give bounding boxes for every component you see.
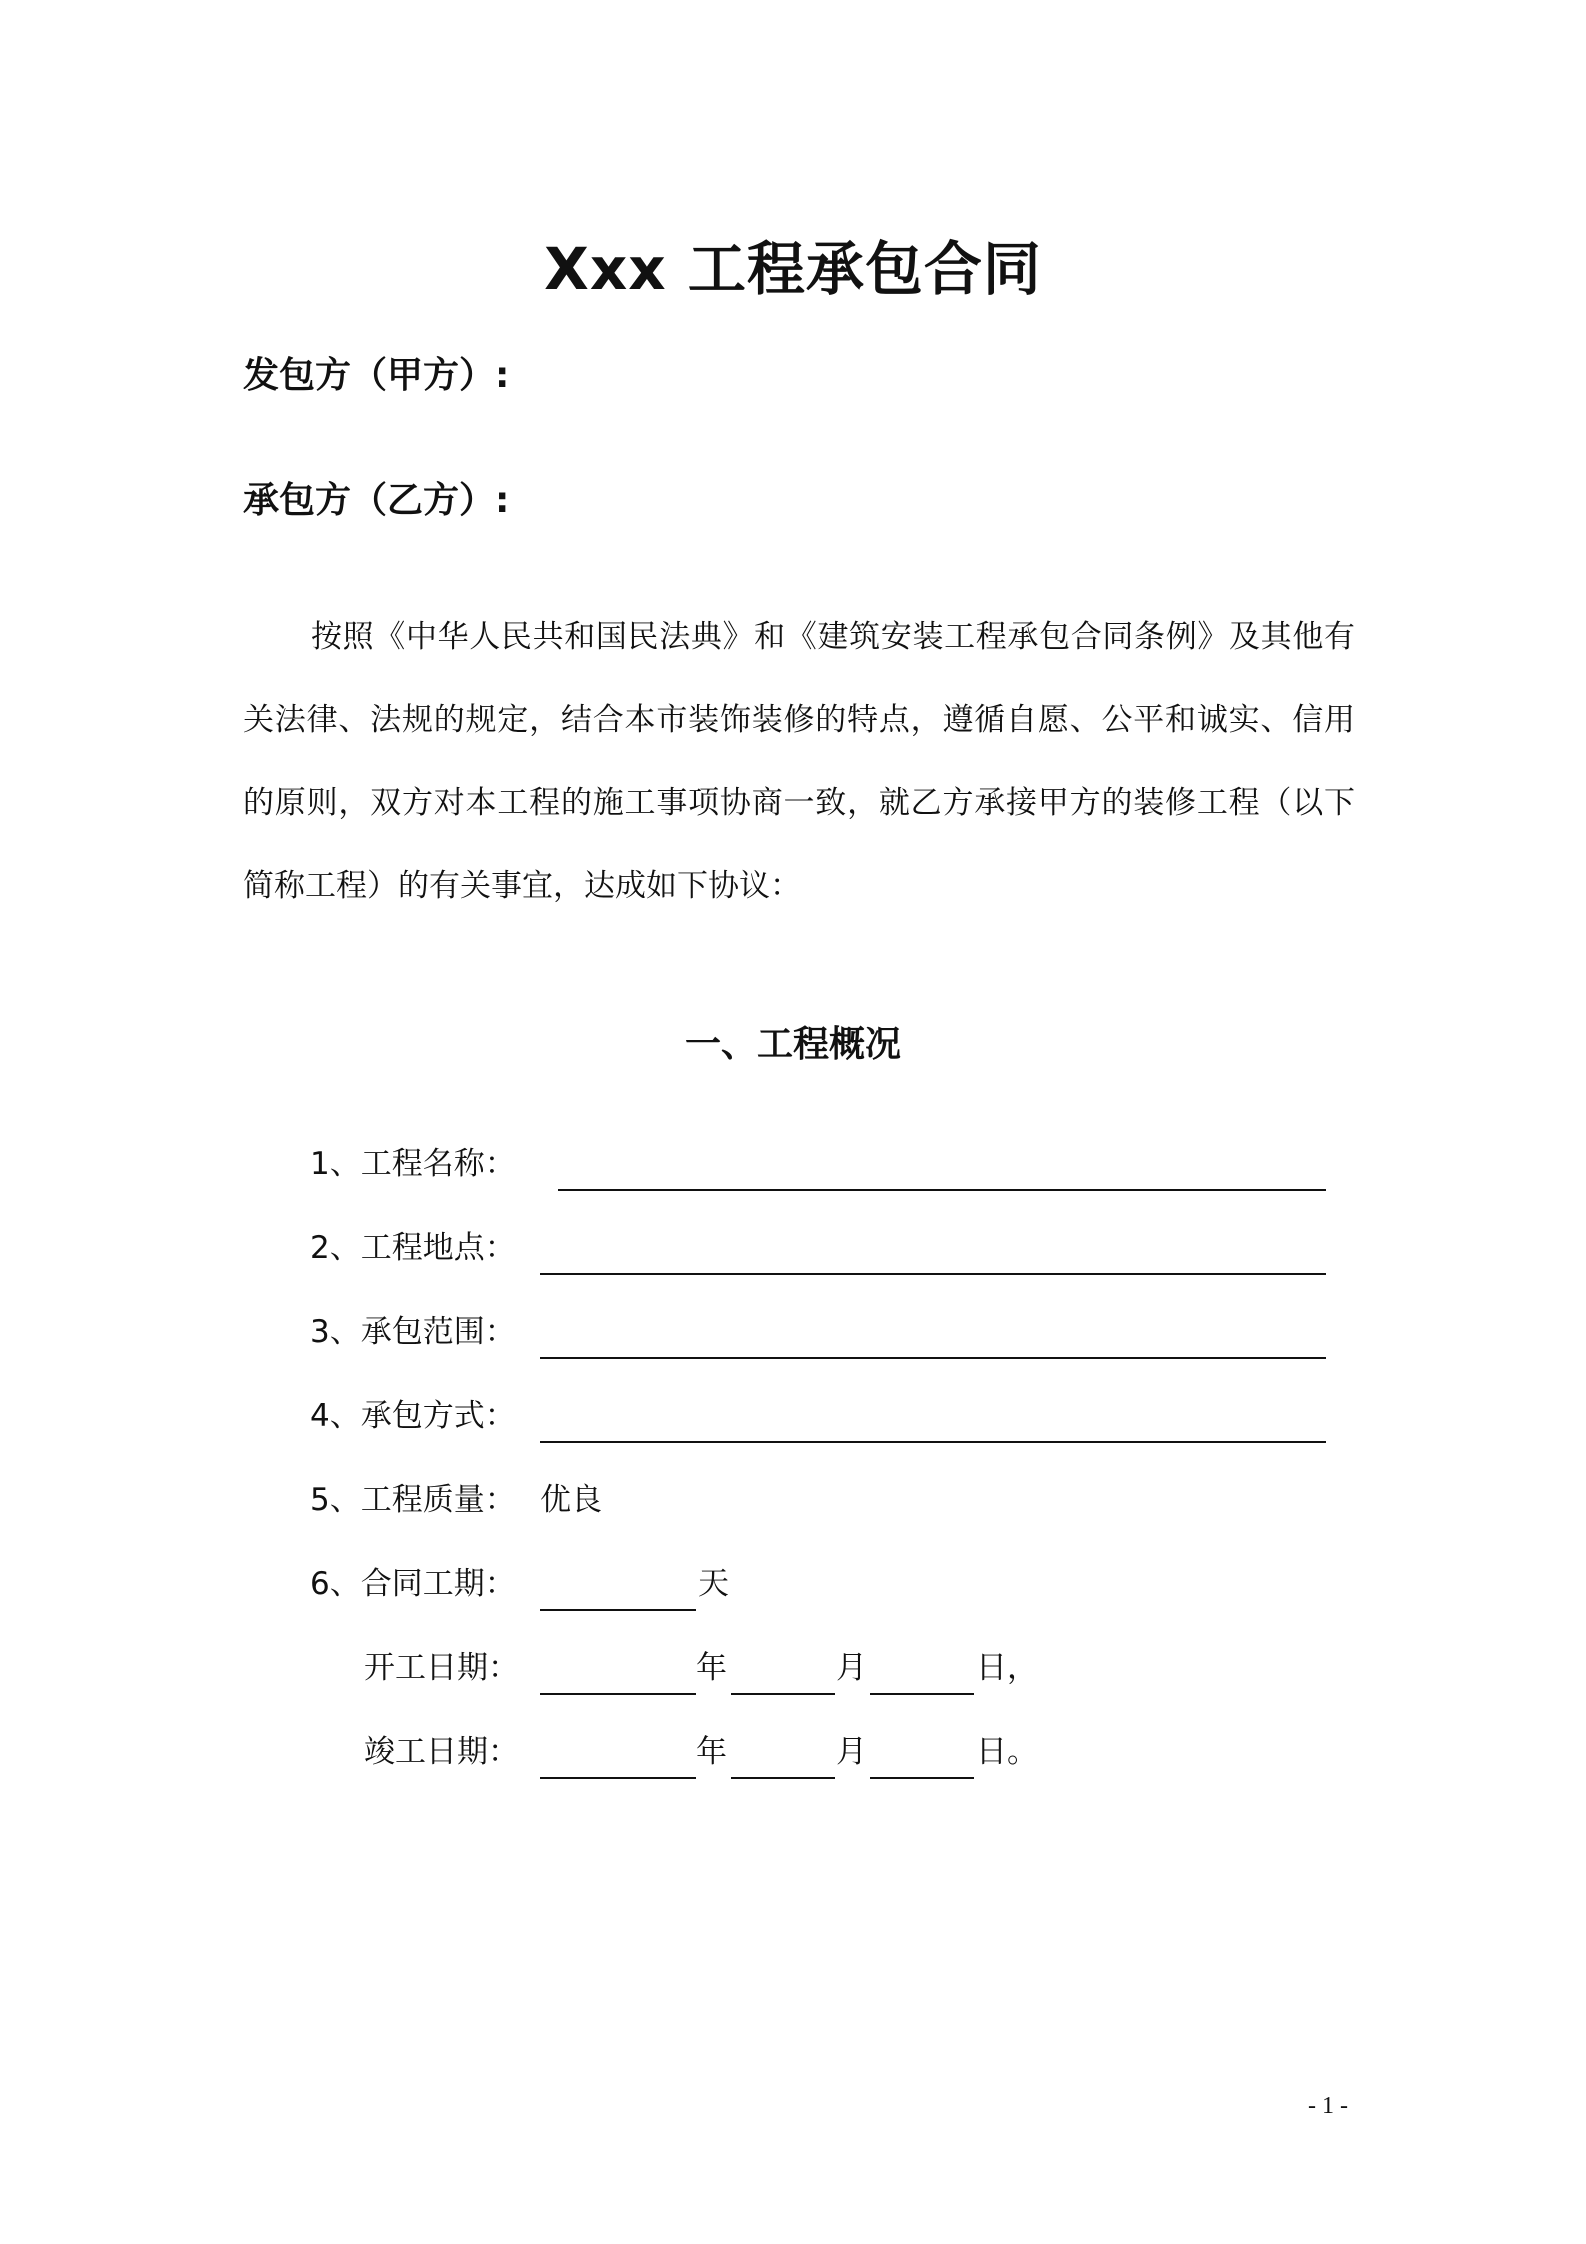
end-year-unit: 年: [696, 1734, 727, 1770]
start-year-unit: 年: [696, 1650, 727, 1686]
document-title: Xxx 工程承包合同: [544, 235, 1042, 303]
end-year-blank: [540, 1777, 696, 1779]
item-label: 6、合同工期：: [310, 1566, 516, 1602]
item-project-quality: [310, 1476, 516, 1524]
page-number: - 1 -: [1308, 2093, 1348, 2119]
item-project-location: [310, 1224, 516, 1272]
item-contract-method: [310, 1392, 516, 1440]
item-label: 4、承包方式：: [310, 1398, 516, 1434]
duration-unit: 天: [698, 1566, 729, 1602]
end-day-blank: [870, 1777, 974, 1779]
end-month-unit: 月: [836, 1734, 867, 1770]
end-date-row: [364, 1728, 519, 1776]
start-date-row: [364, 1644, 519, 1692]
item-contract-scope: [310, 1308, 516, 1356]
end-day-unit: 日。: [976, 1734, 1038, 1770]
item-contract-duration: [310, 1560, 516, 1608]
start-date-label: 开工日期：: [364, 1650, 519, 1686]
project-quality-value: 优良: [540, 1482, 602, 1518]
end-month-blank: [731, 1777, 835, 1779]
start-day-unit: 日，: [976, 1650, 1038, 1686]
section-heading-project-overview: 一、工程概况: [684, 1024, 901, 1065]
item-label: 2、工程地点：: [310, 1230, 516, 1266]
preamble-paragraph: 按照《中华人民共和国民法典》和《建筑安装工程承包合同条例》及其他有关法律、法规的规定，结合本市装饰装修的特点，遵循自愿、公平和诚实、信用的原则，双方对本工程的施工事项协商一致，就乙方承接甲方的装修工程（以下简称工程）的有关事宜，达成如下协议：: [243, 619, 1355, 904]
duration-days-blank: [540, 1609, 696, 1611]
item-label: 5、工程质量：: [310, 1482, 516, 1518]
contract-scope-blank: [540, 1357, 1326, 1359]
start-day-blank: [870, 1693, 974, 1695]
start-year-blank: [540, 1693, 696, 1695]
item-label: 1、工程名称：: [310, 1146, 516, 1182]
project-location-blank: [540, 1273, 1326, 1275]
party-b-label: 承包方（乙方）:: [243, 480, 510, 521]
item-project-name: [310, 1140, 516, 1188]
start-month-unit: 月: [836, 1650, 867, 1686]
start-month-blank: [731, 1693, 835, 1695]
contract-method-blank: [540, 1441, 1326, 1443]
end-date-label: 竣工日期：: [364, 1734, 519, 1770]
item-label: 3、承包范围：: [310, 1314, 516, 1350]
project-name-blank: [558, 1189, 1326, 1191]
party-a-label: 发包方（甲方）:: [243, 355, 510, 396]
